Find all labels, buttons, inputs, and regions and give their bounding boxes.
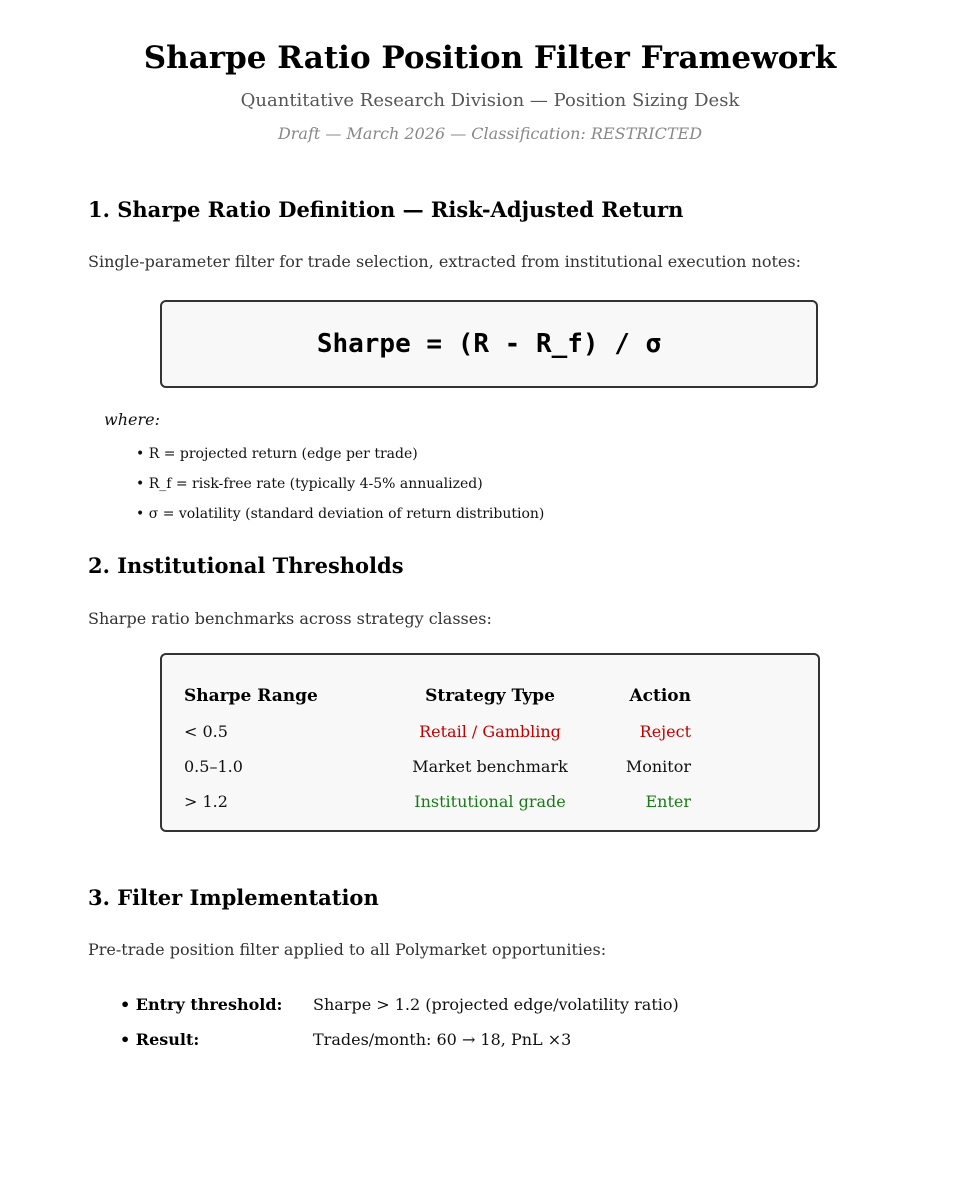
row-strategy-type: Market benchmark — [412, 757, 568, 776]
definition-item: • R_f = risk-free rate (typically 4-5% annualized) — [136, 476, 483, 492]
row-strategy-type: Retail / Gambling — [419, 722, 561, 741]
entry-threshold-value: Sharpe > 1.2 (projected edge/volatility ratio) — [313, 995, 679, 1014]
section-3-intro: Pre-trade position filter applied to all Polymarket opportunities: — [88, 940, 607, 959]
column-header-strategy-type: Strategy Type — [425, 686, 555, 706]
row-action: Reject — [639, 722, 691, 741]
result-value: Trades/month: 60 → 18, PnL ×3 — [313, 1030, 572, 1049]
where-label: where: — [104, 410, 160, 429]
page-title: Sharpe Ratio Position Filter Framework — [143, 40, 837, 76]
draft-classification: Draft — March 2026 — Classification: RESTRICTED — [277, 124, 703, 143]
row-sharpe-range: < 0.5 — [184, 722, 228, 741]
page-subtitle: Quantitative Research Division — Position Sizing Desk — [240, 90, 740, 111]
section-2-intro: Sharpe ratio benchmarks across strategy classes: — [88, 609, 492, 628]
result-label: • Result: — [120, 1030, 200, 1049]
row-action: Monitor — [625, 757, 691, 776]
sharpe-formula: Sharpe = (R - R_f) / σ — [316, 329, 662, 359]
section-3-heading: 3. Filter Implementation — [88, 885, 379, 910]
row-sharpe-range: > 1.2 — [184, 792, 228, 811]
entry-threshold-label: • Entry threshold: — [120, 995, 283, 1014]
formula-box — [160, 300, 818, 388]
section-2-heading: 2. Institutional Thresholds — [88, 553, 404, 578]
section-1-heading: 1. Sharpe Ratio Definition — Risk-Adjusted Return — [88, 197, 684, 222]
section-1-intro: Single-parameter filter for trade selection, extracted from institutional execution notes: — [88, 252, 801, 271]
definition-item: • σ = volatility (standard deviation of return distribution) — [136, 506, 545, 522]
row-strategy-type: Institutional grade — [414, 792, 566, 811]
row-action: Enter — [645, 792, 691, 811]
column-header-sharpe-range: Sharpe Range — [184, 686, 318, 706]
column-header-action: Action — [629, 686, 691, 706]
row-sharpe-range: 0.5–1.0 — [184, 757, 243, 776]
definition-item: • R = projected return (edge per trade) — [136, 446, 418, 462]
